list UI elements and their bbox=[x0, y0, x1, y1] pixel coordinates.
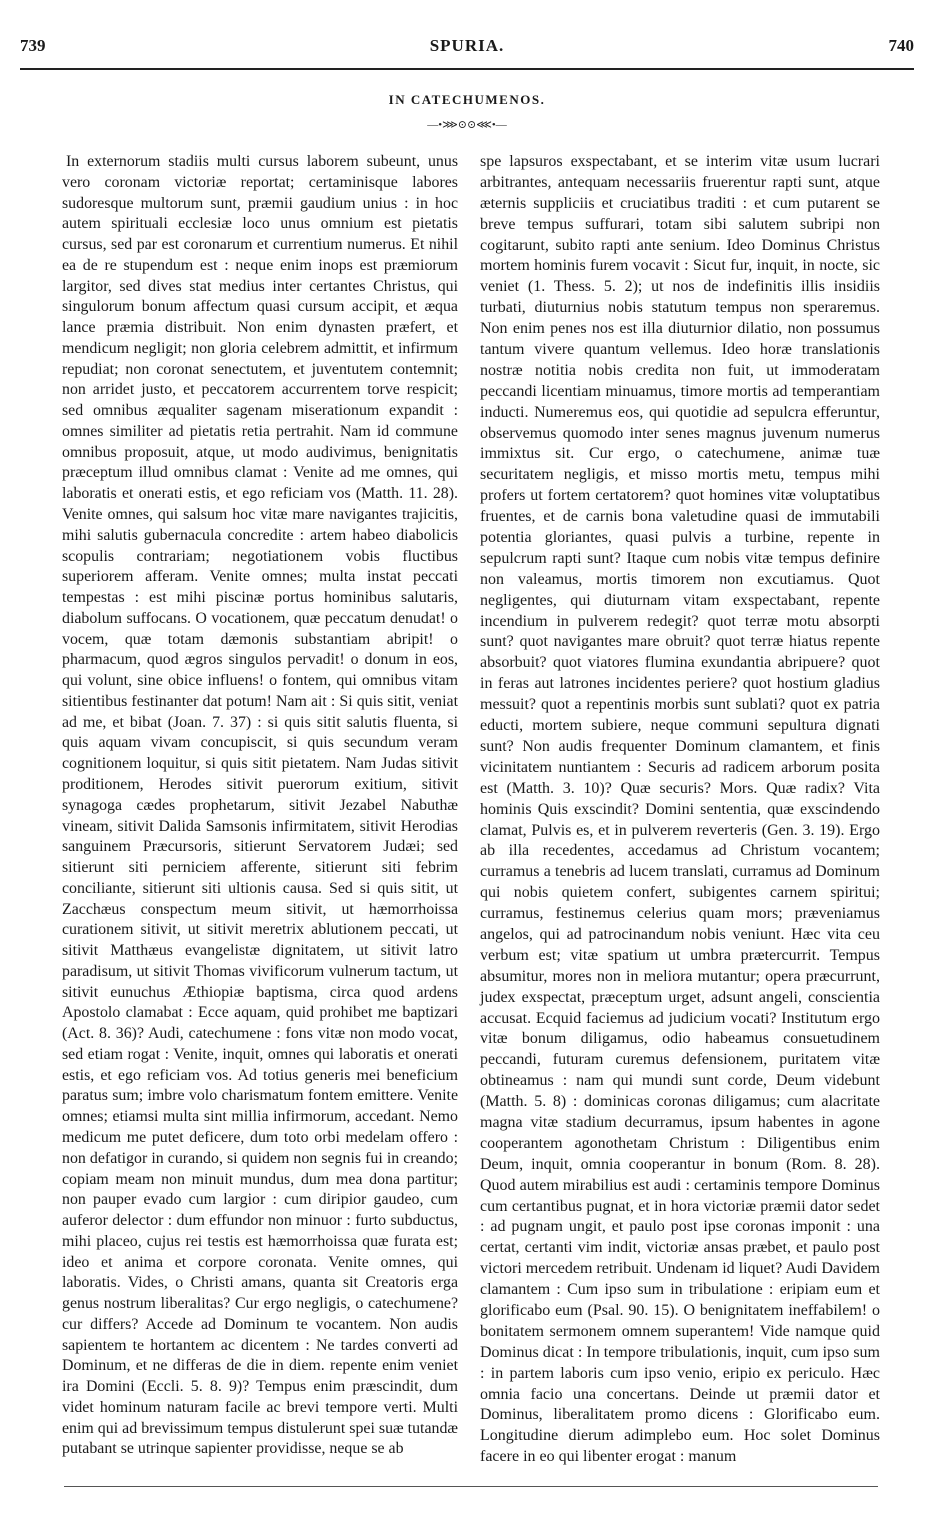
header-rule bbox=[20, 68, 914, 70]
page-number-left: 739 bbox=[20, 36, 46, 55]
page-number-right: 740 bbox=[888, 36, 914, 55]
text-column-left bbox=[62, 152, 458, 1460]
ornament-divider: —•⋙⊙⊙⋘•— bbox=[427, 119, 507, 131]
section-title: IN CATECHUMENOS. bbox=[388, 92, 546, 107]
footer-rule bbox=[64, 1486, 878, 1487]
column-text-right: spe lapsuros exspectabant, et se interim vitæ usum lucrari arbitrantes, antequam necessariis fruerentur rapti sunt, atque æternis suppliciis et cruciatibus traditi : et cum putarent se breve tempus suffurari, totam sibi salutem subripi non cogitarunt, subito rapti ante senium. Ideo Dominus Christus mortem hominis furem vocavit : Sicut fur, inquit, in nocte, sic veniet (1. Thess. 5. 2); ut nos de indefinitis illis insidiis turbati, diuturnius nobis statutum tempus non speraremus. Non enim penes nos est illa diuturnior dilatio, non possumus tantum vivere quantum vellemus. Ideo horæ translationis nostræ notitia nobis credita non fuit, ut immoderatam peccandi licentiam minuamus, timore mortis ad temperantiam inducti. Numeremus eos, qui quotidie ad sepulcra efferuntur, observemus quomodo inter senes magnus juvenum numerus immixtus sit. Cur ergo, o catechumene, animæ tuæ securitatem negligis, et misso mortis metu, tempus mihi profers ut fortem certatorem? quot homines vitæ voluptatibus fruentes, et de carnis bona valetudine quasi de immutabili potentia gloriantes, quasi pulvis a turbine, repente in sepulcrum rapti sunt? Itaque cum nobis vitæ tempus definire non valeamus, mortis timorem non excutiamus. Quot negligentes, qui diuturnam vitam exspectabant, repente incendium in pulverem redegit? quot terræ motu absorpti sunt? quot navigantes mare obruit? quot terræ hiatus repente absorbuit? quot viatores flumina exundantia abripuere? quot in feras aut latrones incidentes periere? quot hostium gladius messuit? quot a repentinis morbis sunt sublati? quot ex patria educti, mortem subiere, neque communi sepultura dignati sunt? Non audis frequenter Dominum clamantem, et finis vicinitatem nuntiantem : Securis ad radicem arborum posita est (Matth. 3. 10)? Quæ securis? Mors. Quæ radix? Vita hominis Quis exscindit? Domini sententia, quæ exscindendo clamat, Pulvis es, et in pulverem reverteris (Gen. 3. 19). Ergo ab illa recedentes, accedamus ad Christum vocantem; curramus a tenebris ad lucem translati, curramus ad Dominum qui nobis quietem confert, subigentes carnem spiritui; curramus, festinemus celerius quam mors; præveniamus angelos, qui ad patrocinandum nobis veniunt. Hæc vita ceu verbum est; vitæ spatium ut umbra prætercurrit. Tempus absumitur, mores non in meliora mutantur; opera præcurrunt, judex exspectat, præceptum urget, adsunt angeli, conscientia accusat. Ecquid faciemus ad judicium vocati? Institutum ergo vitæ bonum diligamus, odio habeamus consuetudinem peccandi, futuram curemus defensionem, puritatem vitæ obtineamus : nam qui mundi sunt corde, Deum videbunt (Matth. 5. 8) : dominicas coronas diligamus; cum alacritate magna vitæ stadium decurramus, ipsum habentes in agone cooperantem agonothetam Christum : Diligentibus enim Deum, inquit, omnia cooperantur in bonum (Rom. 8. 28). Quod autem mirabilius est audi : certaminis tempore Dominus cum certantibus pugnat, et in hora victoriæ præmii dator sedet : ad pugnam ungit, et paulo post ipse coronas imponit : una certat, certanti vim indit, victoriæ ansas præbet, et paulo post victori mercedem retribuit. Undenam id liquet? Audi Davidem clamantem : Cum ipso sum in tribulatione : eripiam eum et glorificabo eum (Psal. 90. 15). O benignitatem ineffabilem! o bonitatem sermonem omnem superantem! Vide namque quid Dominus dicat : In tempore tribulationis, inquit, cum ipso sum : in partem laboris cum ipso venio, eripio ex periculo. Hæc omnia facio una concertans. Deinde ut præmii dator et Dominus, liberalitatem promo dicens : Glorificabo eum. Longitudine dierum adimplebo eum. Hoc solet Dominus facere in eo qui libenter erogat : manum bbox=[480, 153, 880, 1466]
column-text-left: In externorum stadiis multi cursus laborem subeunt, unus vero coronam victoriæ reportat; certaminisque labores sudoresque multorum sunt, præmii gaudium unius : in hoc autem spirituali ecclesiæ loco unus omnium est pietatis cursus, sed par est coronarum et currentium numerus. Et nihil ea de re stupendum est : neque enim inops est præmiorum largitor, sed dives stat medius inter certantes Christus, qui singulorum bonum affectum quasi cursum accipit, et æqua lance præmia distribuit. Non enim dynasten præfert, et mendicum negligit; non gloria celebrem admittit, et infirmum repudiat; non coronat senectutem, et juventutem contemnit; non arridet justo, et peccatorem accurrentem torve respicit; sed omnibus æqualiter sagenam miserationum expandit : omnes similiter ad pietatis retia pertrahit. Nam id commune omnibus proposuit, atque, ut modo audivimus, benignitatis præceptum illud omnibus clamat : Venite ad me omnes, qui laboratis et onerati estis, et ego reficiam vos (Matth. 11. 28). Venite omnes, qui salsum hoc vitæ mare navigantes trajicitis, mihi salutis gubernacula concredite : artem habeo diabolicis scopulis contrariam; negotiationem vobis fluctibus superiorem afferam. Venite omnes; multa instat peccati tempestas : est mihi piscinæ portus hominibus salutaris, diabolum suffocans. O vocationem, quæ peccatum denudat! o vocem, quæ totam dæmonis substantiam abripit! o pharmacum, quod ægros singulos pervadit! o donum in eos, qui volunt, sine obice influens! o fontem, qui omnibus vitam sitientibus festinanter dat potum! Nam ait : Si quis sitit, veniat ad me, et bibat (Joan. 7. 37) : si quis sitit salutis fluenta, si quis aquam vivam concupiscit, si quis secundum veram cognitionem loquitur, si quis sitit pietatem. Nam Judas sitivit proditionem, Herodes sitivit puerorum exitium, sitivit synagoga cædes prophetarum, sitivit Jezabel Nabuthæ vineam, sitivit Dalida Samsonis infirmitatem, sitivit Herodias sanguinem Præcursoris, sitierunt Servatorem Judæi; sed sitierunt siti perniciem afferente, sitierunt siti febrim conciliante, sitierunt siti ultionis causa. Sed si quis sitit, ut Zacchæus conspectum meum sitivit, ut hæmorrhoissa curationem sitivit, ut sitivit meretrix ablutionem peccati, ut sitivit Matthæus evangelistæ dignitatem, ut sitivit latro paradisum, ut sitivit Thomas vivificorum vulnerum tactum, ut sitivit eunuchus Æthiopiæ baptisma, circa quod ardens Apostolo clamabat : Ecce aquam, quid prohibet me baptizari (Act. 8. 36)? Audi, catechumene : fons vitæ non modo vocat, sed etiam rogat : Venite, inquit, omnes qui laboratis et onerati estis, et ego reficiam vos. Ad totius generis mei beneficium paratus sum; imbre volo charismatum fontem emittere. Venite omnes; etiamsi multa sint millia infirmorum, accedant. Nemo medicum me putet deficere, dum toto orbi medelam offero : non defatigor in curando, si quidem non segnis fui in creando; copiam meam non minuit mundus, dum mea dona partitur; non pauper evado cum largior : cum diripior gaudeo, cum auferor delector : dum effundor non minuor : furto subductus, mihi placeo, cujus rei testis est hæmorrhoissa quæ furata est; ideo et anima et corpore coronata. Venite omnes, qui laboratis. Vides, o Christi amans, quanta sit Creatoris erga genus nostrum liberalitas? Cur ergo negligis, o catechumene? cur differs? Accede ad Dominum te vocantem. Non audis sapientem te hortantem ac dicentem : Ne tardes converti ad Dominum, et ne differas de die in diem. repente enim veniet ira Domini (Eccli. 5. 8. 9)? Tempus enim præscindit, dum videt hominum naturam facile ac brevi tempore verti. Multi enim qui ad brevissimum tempus distulerunt spei suæ tutandæ putabant se utrinque sapienter providisse, neque se ab bbox=[62, 153, 458, 1458]
page-header bbox=[20, 36, 914, 60]
text-column-right bbox=[480, 152, 880, 1468]
running-title: SPURIA. bbox=[429, 36, 505, 55]
